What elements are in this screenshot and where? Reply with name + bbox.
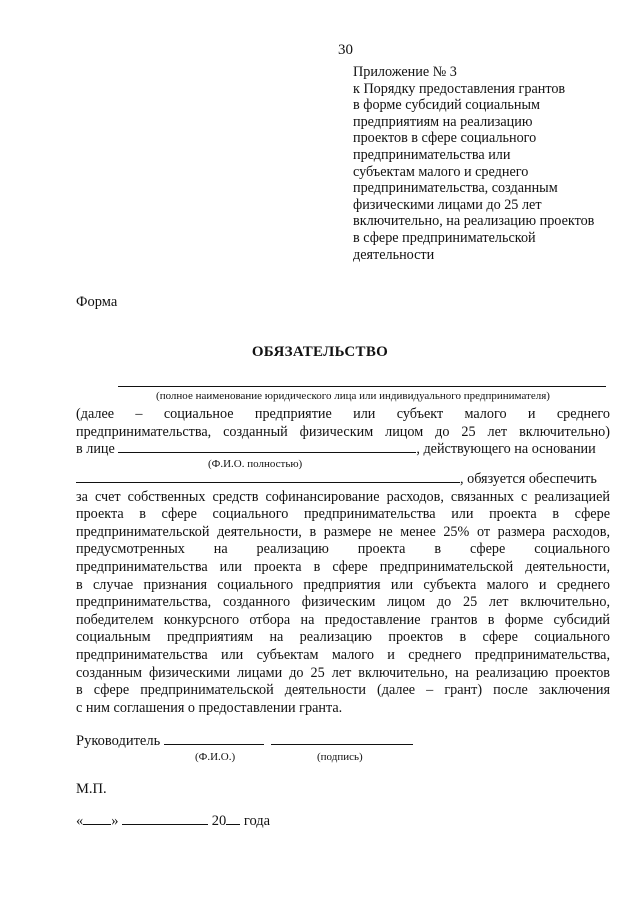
date-year-suffix: года [243,813,271,829]
obligation-block [76,471,610,717]
appendix-line: включительно, на реализацию проектов [353,213,595,230]
date-year-prefix: 20 [211,813,227,829]
basis-field[interactable] [76,471,460,483]
appendix-line: предприятиям на реализацию [353,113,533,130]
date-month-field[interactable] [122,813,208,825]
appendix-header [353,64,623,263]
intro-line: (далее – социальное предприятие или субъект малого и среднего [76,406,610,422]
body-line: предусмотренных на реализацию проекта в сфере социального [76,541,610,558]
fio-full-caption: (Ф.И.О. полностью) [208,458,303,470]
head-signature-field[interactable] [271,733,413,745]
document-title: ОБЯЗАТЕЛЬСТВО [251,344,389,360]
head-fio-field[interactable] [164,733,264,745]
intro-line: предпринимательства, созданный физическим лицом до 25 лет включительно) [76,423,610,440]
date-day-field[interactable] [83,813,111,825]
body-line: в случае признания социального предприятия или субъекта малого и среднего [76,576,610,593]
in-person-label: в лице [76,441,115,458]
body-line: за счет собственных средств софинансирование расходов, связанных с реализацией [76,488,610,505]
intro-block [76,406,610,459]
representative-line [76,441,610,459]
head-signature-caption: (подпись) [317,751,363,763]
body-line: предпринимательской деятельности, в размере не менее 25% от размера расходов, [76,523,610,540]
date-open-quote: « [76,813,84,829]
appendix-line: в сфере предпринимательской [353,229,536,246]
date-line [76,813,270,830]
body-line: предпринимательства или субъектам малого и среднего предпринимательства, [76,646,610,663]
appendix-line: проектов в сфере социального [353,130,537,147]
body-line: предпринимательства, созданного физическим лицом до 25 лет включительно, [76,594,610,611]
appendix-line: в форме субсидий социальным [353,97,540,114]
basis-line [76,471,610,489]
org-name-caption: (полное наименование юридического лица или индивидуального предпринимателя) [156,390,550,402]
signature-line [76,733,413,750]
date-close-quote: » [111,813,119,829]
body-line: социальным предприятиям на реализацию проектов в сфере социального [76,629,610,646]
body-line: предпринимательства или проекта в сфере предпринимательской деятельности, [76,558,610,575]
body-line: с ним соглашения о предоставлении гранта. [76,699,343,716]
appendix-line: физическими лицами до 25 лет [353,196,542,213]
form-label: Форма [76,294,118,310]
representative-name-field[interactable] [118,441,416,453]
appendix-line: субъектам малого и среднего [353,163,529,180]
body-line: в сфере предпринимательской деятельности (далее – грант) после заключения [76,682,610,699]
page-number: 30 [338,42,353,58]
body-line: созданным физическими лицами до 25 лет включительно, на реализацию проектов [76,664,610,681]
body-line: победителем конкурсного отбора на предоставление грантов в форме субсидий [76,611,610,628]
head-label: Руководитель [76,733,161,749]
head-fio-caption: (Ф.И.О.) [195,751,236,763]
appendix-line: предпринимательства, созданным [353,180,558,197]
org-name-field[interactable] [118,386,606,387]
appendix-line: деятельности [353,246,435,263]
appendix-line: предпринимательства или [353,146,511,163]
appendix-line: к Порядку предоставления грантов [353,80,566,97]
obligation-tail: , обязуется обеспечить [460,471,597,487]
date-year-field[interactable] [226,813,240,825]
appendix-line: Приложение № 3 [353,64,457,80]
body-line: проекта в сфере социального предпринимательства или проекта в сфере [76,506,610,523]
acting-basis-label: , действующего на основании [416,441,596,458]
stamp-label: М.П. [76,781,107,797]
